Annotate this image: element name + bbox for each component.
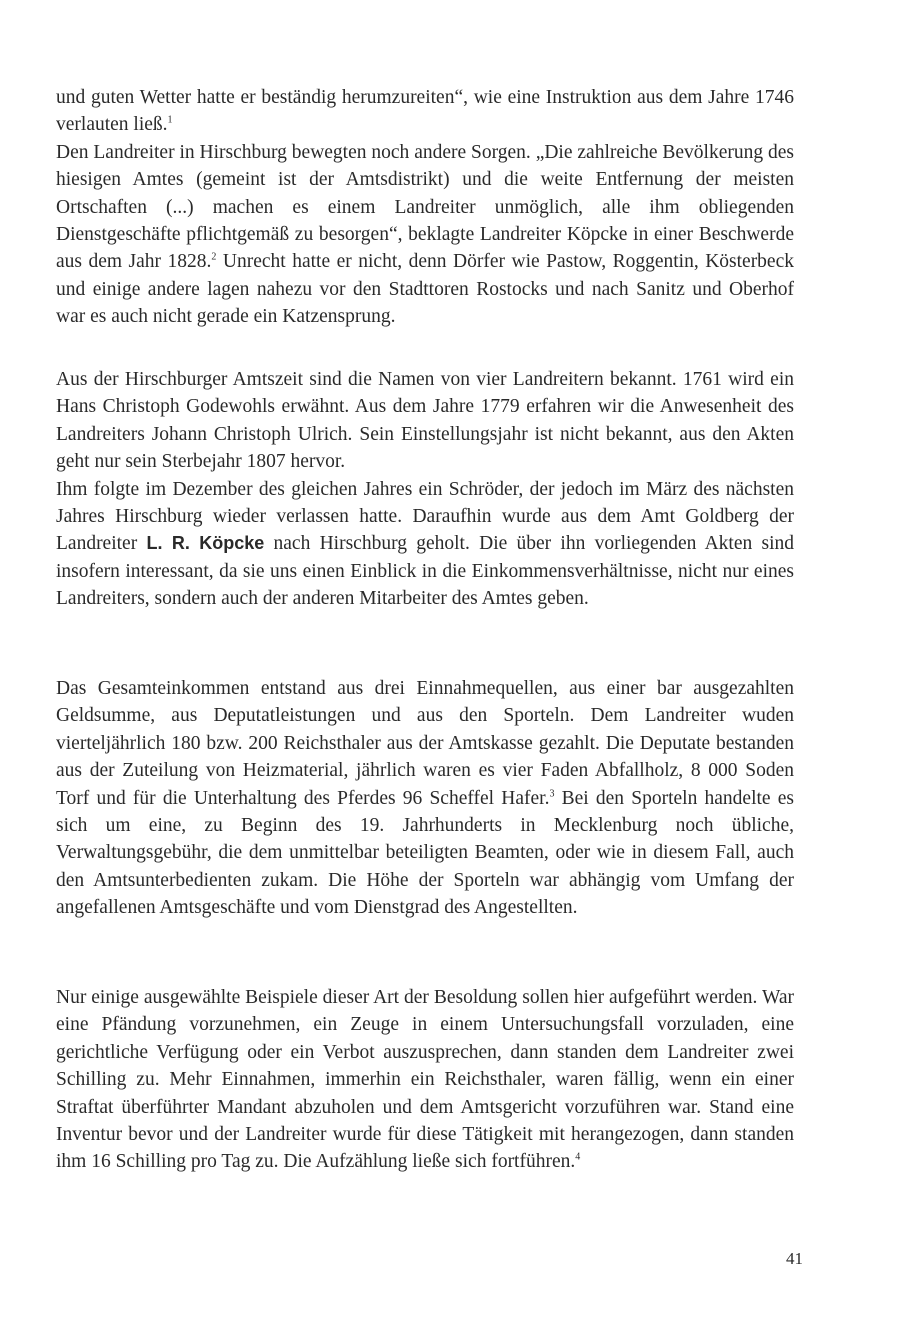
- paragraph-4-text: [56, 984, 794, 1176]
- footnote-marker: 2: [211, 251, 217, 263]
- paragraph-text: und guten Wetter hatte er beständig herumzureiten“, wie eine Instruktion aus dem Jahre 1746 verlauten ließ.: [56, 87, 794, 136]
- paragraph-1-part-b: [56, 139, 794, 331]
- paragraph-text: Das Gesamteinkommen entstand aus drei Einnahmequellen, aus einer bar ausgezahlten Geldsumme, aus Deputatleistungen und aus den Sporteln. Dem Landreiter wuden vierteljährlich 180 bzw. 200 Reichsthaler aus der Amtskasse gezahlt. Die Deputate bestanden aus der Zuteilung von Heizmaterial, jährlich waren es vier Faden Abfallholz, 8 000 Soden Torf und für die Unterhaltung des Pferdes 96 Scheffel Hafer.: [56, 678, 794, 809]
- paragraph-text: Den Landreiter in Hirschburg bewegten noch andere Sorgen. „Die zahlreiche Bevölkerung des hiesigen Amtes (gemeint ist der Amtsdistrikt) und die weite Entfernung der meisten Ortschaften (...) machen es einem Landreiter unmöglich, alle ihm obliegenden Dienstgeschäfte pflichtgemäß zu besorgen“, beklagte Landreiter Köpcke in einer Beschwerde aus dem Jahr 1828.: [56, 141, 794, 273]
- paragraph-4: [56, 984, 794, 1176]
- paragraph-1: [56, 84, 794, 331]
- paragraph-text: Aus der Hirschburger Amtszeit sind die Namen von vier Landreitern bekannt. 1761 wird ein Hans Christoph Godewohls erwähnt. Aus dem Jahre 1779 erfahren wir die Anwesenheit des Landreiters Johann Christoph Ulrich. Sein Einstellungsjahr ist nicht bekannt, aus den Akten geht nur sein Sterbejahr 1807 hervor.: [56, 369, 794, 473]
- footnote-marker: 1: [167, 114, 173, 126]
- paragraph-3-text: [56, 675, 794, 922]
- paragraph-2-part-a: [56, 366, 794, 476]
- paragraph-text: nach Hirschburg geholt. Die über ihn vorliegenden Akten sind insofern interessant, da sie uns einen Einblick in die Einkommensverhältnisse, nicht nur eines Landreiters, sondern auch der anderen Mitarbeiter des Amtes geben.: [56, 533, 795, 610]
- page-number: 41: [786, 1249, 803, 1268]
- paragraph-2-part-b: [56, 476, 794, 613]
- footnote-marker: 4: [575, 1151, 581, 1163]
- paragraph-text: Bei den Sporteln handelte es sich um eine, zu Beginn des 19. Jahrhunderts in Mecklenburg noch übliche, Verwaltungsgebühr, die dem unmittelbar beteiligten Beamten, oder wie in diesem Fall, auch den Amtsunterbedienten zukam. Die Höhe der Sporteln war abhängig vom Umfang der angefallenen Amtsgeschäfte und vom Dienstgrad des Angestellten.: [56, 787, 794, 919]
- paragraph-text: Nur einige ausgewählte Beispiele dieser Art der Besoldung sollen hier aufgeführt werden. War eine Pfändung vorzunehmen, ein Zeuge in einem Untersuchungsfall vorzuladen, eine gerichtliche Verfügung oder ein Verbot auszusprechen, dann standen dem Landreiter zwei Schilling zu. Mehr Einnahmen, immerhin ein Reichsthaler, waren fällig, wenn ein einer Straftat überführter Mandant abzuholen und dem Amtsgericht vorzuführen war. Stand eine Inventur bevor und der Landreiter wurde für diese Tätigkeit mit herangezogen, dann standen ihm 16 Schilling pro Tag zu. Die Aufzählung ließe sich fortführen.: [56, 987, 794, 1173]
- paragraph-text: Unrecht hatte er nicht, denn Dörfer wie Pastow, Roggentin, Kösterbeck und einige andere lagen nahezu vor den Stadttoren Rostocks und nach Sanitz und Oberhof war es auch nicht gerade ein Katzensprung.: [56, 251, 794, 328]
- paragraph-2: [56, 366, 794, 613]
- footnote-marker: 3: [549, 788, 555, 800]
- paragraph-text: Ihm folgte im Dezember des gleichen Jahres ein Schröder, der jedoch im März des nächsten Jahres Hirschburg wieder verlassen hatte. Daraufhin wurde aus dem Amt Goldberg der Landreiter: [56, 478, 794, 555]
- paragraph-1-part-a: [56, 84, 794, 139]
- paragraph-3: [56, 675, 794, 922]
- person-name: L. R. Köpcke: [146, 533, 265, 554]
